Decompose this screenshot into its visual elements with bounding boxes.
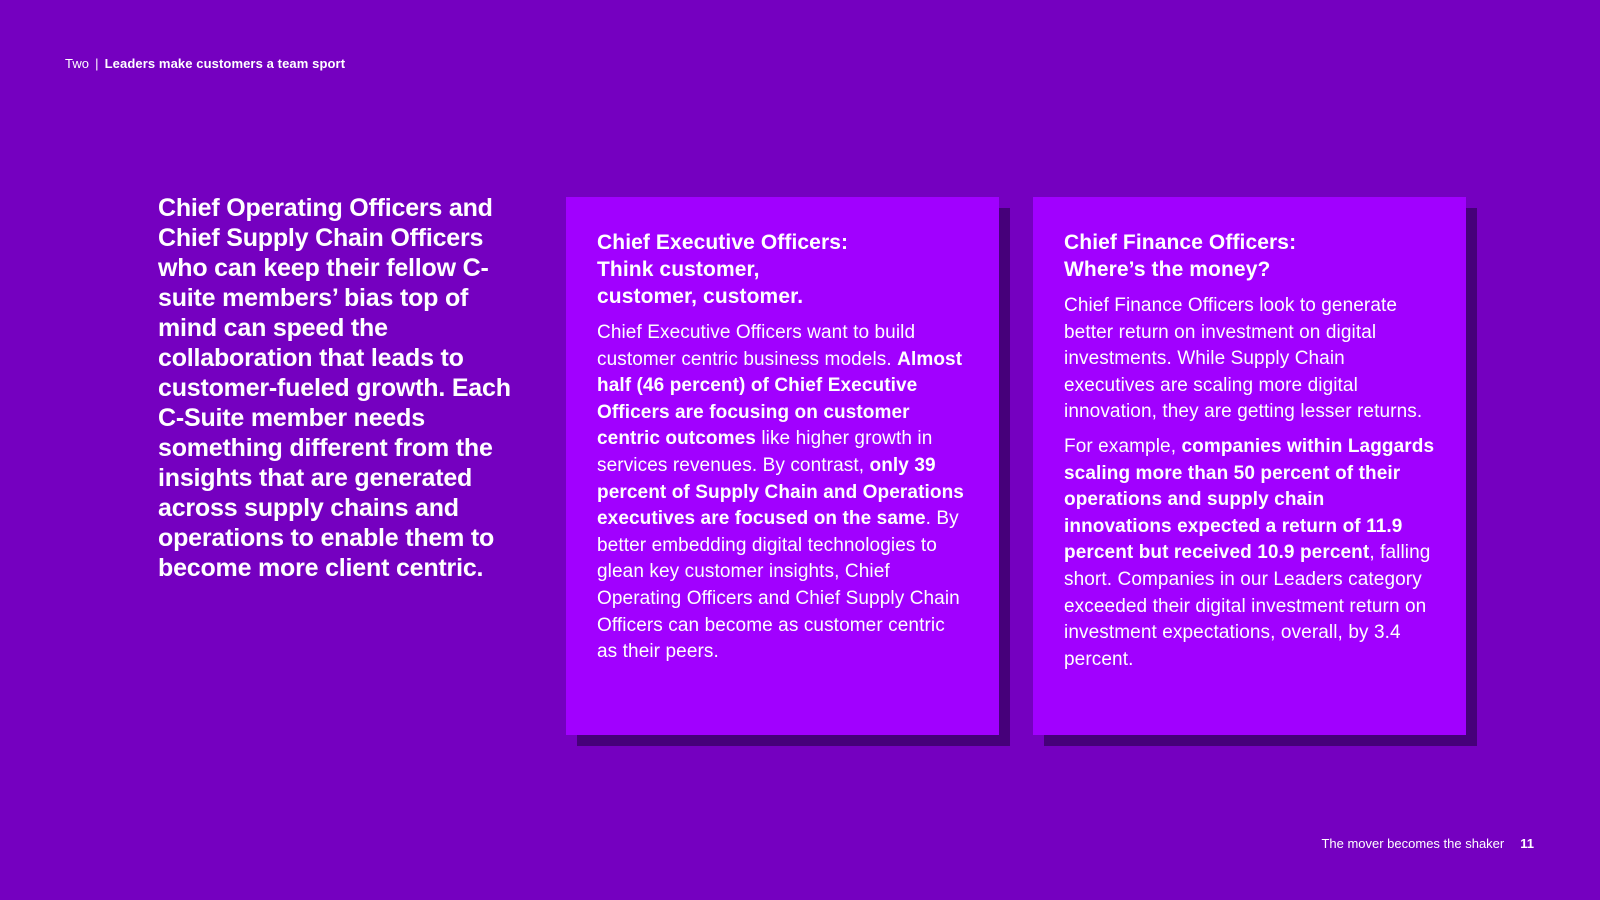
ceo-card-body — [597, 320, 969, 666]
page-number: 11 — [1520, 836, 1534, 851]
ceo-body-text: Chief Executive Officers want to build customer centric business models. — [597, 322, 916, 370]
header-separator: | — [95, 56, 99, 71]
ceo-card-heading — [597, 229, 969, 310]
ceo-body-text: . By better embedding digital technologies to glean key customer insights, Chief Operating Officers and Chief Supply Chain Officers can become as customer centric as their peers. — [597, 508, 960, 663]
cfo-card — [1033, 197, 1466, 735]
cfo-body-text: For example, — [1064, 435, 1182, 457]
ceo-heading-line: Think customer, — [597, 258, 760, 281]
cfo-card-heading — [1064, 229, 1436, 283]
ceo-heading-line: Chief Executive Officers: — [597, 231, 849, 254]
ceo-body-highlight: Almost half (46 percent) of Chief Executive Officers are focusing on customer centric outcomes — [597, 348, 963, 450]
section-title: Leaders make customers a team sport — [104, 56, 346, 71]
page-footer — [1321, 836, 1534, 851]
ceo-card — [566, 197, 999, 735]
section-label: Two — [65, 56, 90, 71]
ceo-body-text: like higher growth in services revenues. By contrast, — [597, 428, 933, 476]
page-header — [65, 56, 345, 71]
cfo-body-highlight: companies within Laggards scaling more than 50 percent of their operations and supply chain innovations expected a return of 11.9 percent but received 10.9 percent — [1064, 435, 1435, 564]
cfo-heading-line: Chief Finance Officers: — [1064, 231, 1297, 254]
cfo-card-body-2 — [1064, 434, 1436, 673]
ceo-heading-line: customer, customer. — [597, 285, 804, 308]
cfo-card-body-1: Chief Finance Officers look to generate better return on investment on digital investments. While Supply Chain executives are scaling more digital innovation, they are getting lesser returns. — [1064, 295, 1423, 423]
cfo-heading-line: Where’s the money? — [1064, 258, 1271, 281]
cfo-body-text: , falling short. Companies in our Leaders category exceeded their digital investment return on investment expectations, overall, by 3.4 percent. — [1064, 542, 1431, 670]
footer-label: The mover becomes the shaker — [1321, 836, 1505, 851]
lead-statement: Chief Operating Officers and Chief Supply Chain Officers who can keep their fellow C-suite members’ bias top of mind can speed the collaboration that leads to customer-fueled growth. Each C-Suite member needs something different from the insights that are generated across supply chains and operations to enable them to become more client centric. — [158, 194, 511, 582]
ceo-body-highlight: only 39 percent of Supply Chain and Operations executives are focused on the same — [597, 454, 964, 530]
